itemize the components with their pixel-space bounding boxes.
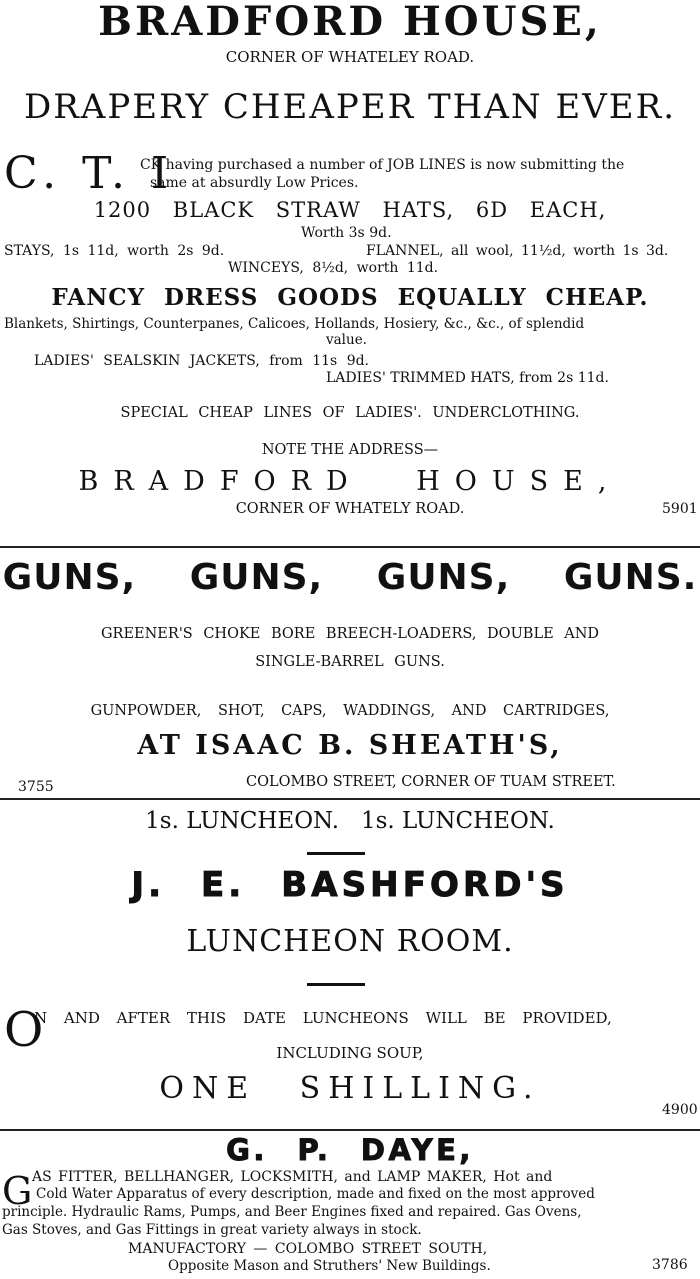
- note-address: NOTE THE ADDRESS—: [261, 442, 439, 458]
- divider-2: [0, 798, 700, 800]
- guns-line-3: GUNPOWDER, SHOT, CAPS, WADDINGS, AND CARTRIDGES,: [90, 703, 610, 719]
- winceys-line: WINCEYS, 8½d, worth 11d.: [228, 260, 439, 276]
- guns-street: COLOMBO STREET, CORNER OF TUAM STREET.: [246, 774, 616, 790]
- bradford-headline: DRAPERY CHEAPER THAN EVER.: [23, 87, 677, 127]
- guns-line-1: GREENER'S CHOKE BORE BREECH-LOADERS, DOUBLE AND: [100, 626, 600, 642]
- hats-worth: Worth 3s 9d.: [301, 225, 392, 241]
- luncheon-header: 1s. LUNCHEON. 1s. LUNCHEON.: [145, 808, 555, 834]
- bradford-title: BRADFORD HOUSE,: [98, 0, 602, 45]
- blankets-value: value.: [326, 332, 367, 348]
- trimmed-hats-line: LADIES' TRIMMED HATS, from 2s 11d.: [326, 370, 609, 386]
- daye-line-4: Gas Stoves, and Gas Fittings in great variety always in stock.: [2, 1222, 422, 1238]
- blankets-line: Blankets, Shirtings, Counterpanes, Calicoes, Hollands, Hosiery, &c., &c., of splendid: [4, 316, 585, 332]
- luncheon-price: ONE SHILLING.: [159, 1071, 541, 1106]
- fancy-line: FANCY DRESS GOODS EQUALLY CHEAP.: [51, 284, 649, 311]
- daye-name: G. P. DAYE,: [226, 1133, 474, 1167]
- address-small: CORNER OF WHATELY ROAD.: [235, 501, 465, 517]
- daye-line-6: Opposite Mason and Struthers' New Buildings.: [168, 1258, 491, 1274]
- luncheon-ref: 4900: [662, 1102, 698, 1118]
- luncheon-rule-2: [307, 983, 365, 986]
- daye-line-1: AS FITTER, BELLHANGER, LOCKSMITH, and LAMP MAKER, Hot and: [32, 1169, 553, 1185]
- intro-initials: C. T. I: [4, 148, 175, 199]
- guns-line-2: SINGLE-BARREL GUNS.: [255, 654, 445, 670]
- luncheon-line-2: INCLUDING SOUP,: [276, 1044, 424, 1062]
- sealskin-line: LADIES' SEALSKIN JACKETS, from 11s 9d.: [34, 353, 370, 369]
- luncheon-drop-initial: O: [4, 1002, 44, 1058]
- daye-line-3: principle. Hydraulic Rams, Pumps, and Beer Engines fixed and repaired. Gas Ovens,: [2, 1204, 582, 1220]
- stays-line: STAYS, 1s 11d, worth 2s 9d.: [4, 243, 225, 259]
- flannel-line: FLANNEL, all wool, 11½d, worth 1s 3d.: [366, 243, 669, 259]
- divider-3: [0, 1129, 700, 1131]
- intro-line-1: CK having purchased a number of JOB LINES is now submitting the: [140, 157, 625, 173]
- bradford-ref: 5901: [662, 501, 698, 517]
- luncheon-room: LUNCHEON ROOM.: [186, 924, 514, 959]
- hats-line: 1200 BLACK STRAW HATS, 6D EACH,: [93, 198, 607, 222]
- address-big: BRADFORD HOUSE,: [78, 466, 622, 497]
- divider-1: [0, 546, 700, 548]
- intro-line-2: same at absurdly Low Prices.: [150, 175, 359, 191]
- luncheon-rule-1: [307, 852, 365, 855]
- daye-line-5: MANUFACTORY — COLOMBO STREET SOUTH,: [128, 1241, 488, 1257]
- guns-ref: 3755: [18, 779, 54, 795]
- luncheon-line-1: N AND AFTER THIS DATE LUNCHEONS WILL BE PROVIDED,: [34, 1009, 612, 1027]
- bradford-subtitle: CORNER OF WHATELEY ROAD.: [225, 48, 475, 66]
- bashford-name: J. E. BASHFORD'S: [131, 865, 569, 905]
- special-line: SPECIAL CHEAP LINES OF LADIES'. UNDERCLOTHING.: [120, 405, 580, 421]
- daye-drop-initial: G: [2, 1169, 33, 1213]
- guns-seller: AT ISAAC B. SHEATH'S,: [137, 730, 563, 761]
- guns-headline: GUNS, GUNS, GUNS, GUNS.: [2, 557, 698, 598]
- daye-line-2: Cold Water Apparatus of every description, made and fixed on the most approved: [36, 1186, 595, 1202]
- daye-ref: 3786: [652, 1257, 688, 1273]
